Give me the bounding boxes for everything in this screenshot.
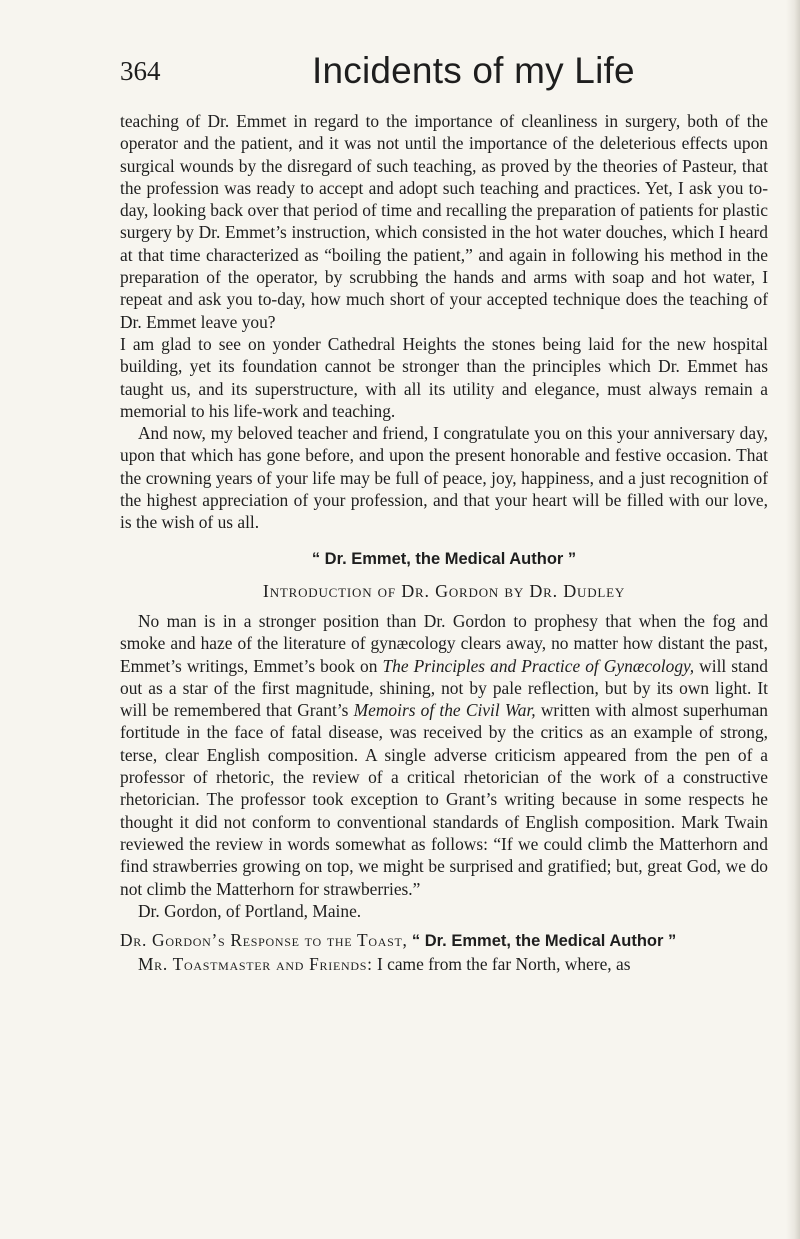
book-title-memoirs: Memoirs of the Civil War, xyxy=(353,700,536,721)
response-heading xyxy=(120,929,768,952)
running-head-title: Incidents of my Life xyxy=(312,50,635,91)
response-toast-title: “ Dr. Emmet, the Medical Author ” xyxy=(411,932,677,951)
intro-text-part-1: No man is in a stronger position than Dr. Gordon to prophesy that when the fog and smoke and haze of the literature of gynæcology clears away, no matter how distant the past, Emmet’s writings, Emmet’s book on xyxy=(120,610,768,676)
closing-paragraph xyxy=(120,953,768,975)
closing-text: I came from the far North, where, as xyxy=(372,954,631,975)
paragraph-introduction xyxy=(120,610,768,900)
page-number: 364 xyxy=(120,56,161,86)
response-lead: Dr. Gordon’s Response to the Toast, xyxy=(120,930,408,951)
paragraph-congratulations: And now, my beloved teacher and friend, I congratulate you on this your anniversary day, upon that which has gone before, and upon the present honorable and festive occasion. That the crowning years of your life may be full of peace, joy, happiness, and a just recognition of the highest appreciation of your profession, and that your heart will be filled with our love, is the wish of us all. xyxy=(120,423,768,533)
toast-heading: “ Dr. Emmet, the Medical Author ” xyxy=(311,549,577,568)
intro-text-part-2: will stand out as a star of the first magnitude, shining, not by pale reflection, but by its own light. It will be remembered that Grant’s xyxy=(120,655,768,721)
intro-text-part-3: written with almost superhuman fortitude in the face of fatal disease, was received by the critics as an example of strong, terse, clear English composition. A single adverse criticism appeared from the pen of a professor of rhetoric, the review of a critical rhetorician of the work of a constructive rhetorician. The professor took exception to Grant’s writing because in some respects he thought it did not conform to conventional standards of English composition. Mark Twain reviewed the review in words somewhat as follows: “If we could climb the Matterhorn and find strawberries growing on top, we might be surprised and gratified; but, great God, we do not climb the Matterhorn for strawberries.” xyxy=(120,700,768,899)
introduction-heading: Introduction of Dr. Gordon by Dr. Dudley xyxy=(262,580,626,601)
salutation: Mr. Toastmaster and Friends: xyxy=(138,954,373,975)
body-text xyxy=(120,110,768,976)
page-edge-shadow xyxy=(786,0,800,1239)
paragraph-continuation: teaching of Dr. Emmet in regard to the importance of cleanliness in surgery, both of the operator and the patient, and it was not until the importance of the deleterious effects upon surgical wounds by the disregard of such teaching, as proved by the theories of Pasteur, that the profession was ready to accept and adopt such teaching and practices. Yet, I ask you to-day, looking back over that period of time and recalling the preparation of patients for plastic surgery by Dr. Emmet’s instruction, which consisted in the hot water douches, which I heard at that time characterized as “boiling the patient,” and again in following his method in the preparation of the operator, by scrubbing the hands and arms with soap and hot water, I repeat and ask you to-day, how much short of your accepted technique does the teaching of Dr. Emmet leave you? xyxy=(120,111,768,332)
book-title-principles: The Principles and Practice of Gynæcology, xyxy=(382,655,695,676)
signature-line: Dr. Gordon, of Portland, Maine. xyxy=(138,900,362,921)
paragraph-cathedral-heights: I am glad to see on yonder Cathedral Heights the stones being laid for the new hospital building, yet its foundation cannot be stronger than the principles which Dr. Emmet has taught us, and its superstructure, with all its utility and elegance, must always remain a memorial to his life-work and teaching. xyxy=(120,333,768,421)
